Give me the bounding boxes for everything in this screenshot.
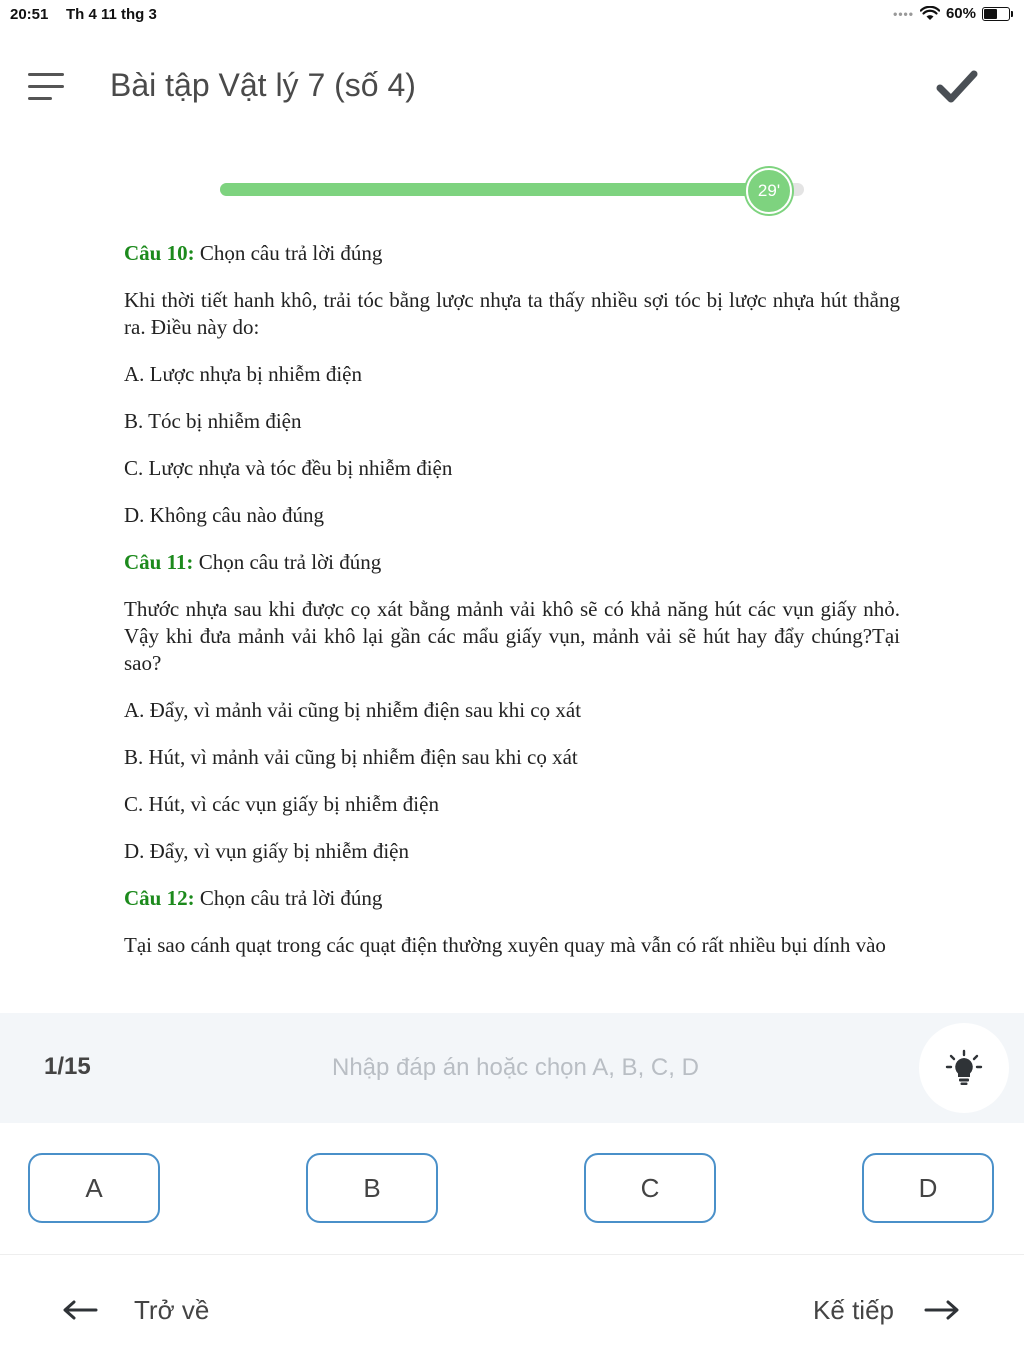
question-label: Câu 11: (124, 550, 194, 574)
question-body: Khi thời tiết hanh khô, trải tóc bằng lược nhựa ta thấy nhiều sợi tóc bị lược nhựa hút thẳng ra. Điều này do: (124, 288, 900, 339)
arrow-left-icon (62, 1300, 98, 1320)
lightbulb-icon (945, 1049, 983, 1087)
next-label: Kế tiếp (813, 1294, 894, 1325)
option-item: C. Hút, vì các vụn giấy bị nhiễm điện (124, 792, 439, 816)
battery-icon (982, 7, 1010, 21)
option-item: A. Đẩy, vì mảnh vải cũng bị nhiễm điện sau khi cọ xát (124, 698, 582, 722)
option-item: D. Không câu nào đúng (124, 503, 325, 527)
question-prompt: Chọn câu trả lời đúng (199, 886, 383, 910)
answer-bar (0, 1013, 1024, 1123)
progress-fill (220, 183, 769, 196)
back-button[interactable] (62, 1290, 209, 1330)
battery-percent: 60% (945, 5, 976, 22)
hint-button[interactable] (919, 1023, 1009, 1113)
wifi-icon (920, 6, 940, 22)
option-item: A. Lược nhựa bị nhiễm điện (124, 362, 362, 386)
option-item: B. Hút, vì mảnh vải cũng bị nhiễm điện sau khi cọ xát (124, 745, 578, 769)
question-heading (124, 885, 900, 912)
signal-icon: •••• (893, 6, 914, 21)
status-indicators (893, 5, 1010, 22)
question-heading (124, 549, 900, 576)
header (0, 50, 1024, 126)
status-bar (0, 0, 1024, 30)
timer-badge: 29' (746, 168, 792, 214)
timer-progress (220, 168, 804, 212)
question-prompt: Chọn câu trả lời đúng (198, 550, 382, 574)
choice-d-button[interactable]: D (862, 1153, 994, 1223)
back-label: Trở về (134, 1294, 210, 1325)
choice-a-button[interactable]: A (28, 1153, 160, 1223)
question-body: Thước nhựa sau khi được cọ xát bằng mảnh vải khô sẽ có khả năng hút các vụn giấy nhỏ. Vậy khi đưa mảnh vải khô lại gần các mẩu giấy vụn, mảnh vải sẽ hút hay đẩy chúng?Tại sao? (124, 597, 900, 675)
question-counter: 1/15 (44, 1053, 91, 1080)
divider (0, 1254, 1024, 1255)
status-time: 20:51 (10, 6, 49, 23)
check-icon[interactable] (936, 68, 978, 106)
option-item: C. Lược nhựa và tóc đều bị nhiễm điện (124, 456, 453, 480)
answer-input[interactable] (330, 1045, 834, 1091)
option-item: B. Tóc bị nhiễm điện (124, 409, 302, 433)
arrow-right-icon (924, 1300, 960, 1320)
menu-icon[interactable] (28, 70, 68, 104)
choice-c-button[interactable]: C (584, 1153, 716, 1223)
status-date: Th 4 11 thg 3 (66, 6, 157, 23)
battery-level (984, 9, 997, 19)
question-heading (124, 240, 900, 267)
question-prompt: Chọn câu trả lời đúng (199, 241, 383, 265)
question-label: Câu 10: (124, 241, 195, 265)
option-item: D. Đẩy, vì vụn giấy bị nhiễm điện (124, 839, 410, 863)
choice-b-button[interactable]: B (306, 1153, 438, 1223)
next-button[interactable] (813, 1290, 960, 1330)
question-content (124, 240, 900, 1013)
question-label: Câu 12: (124, 886, 195, 910)
page-title: Bài tập Vật lý 7 (số 4) (110, 67, 416, 103)
question-body: Tại sao cánh quạt trong các quạt điện thường xuyên quay mà vẫn có rất nhiều bụi dính vào (124, 933, 886, 957)
